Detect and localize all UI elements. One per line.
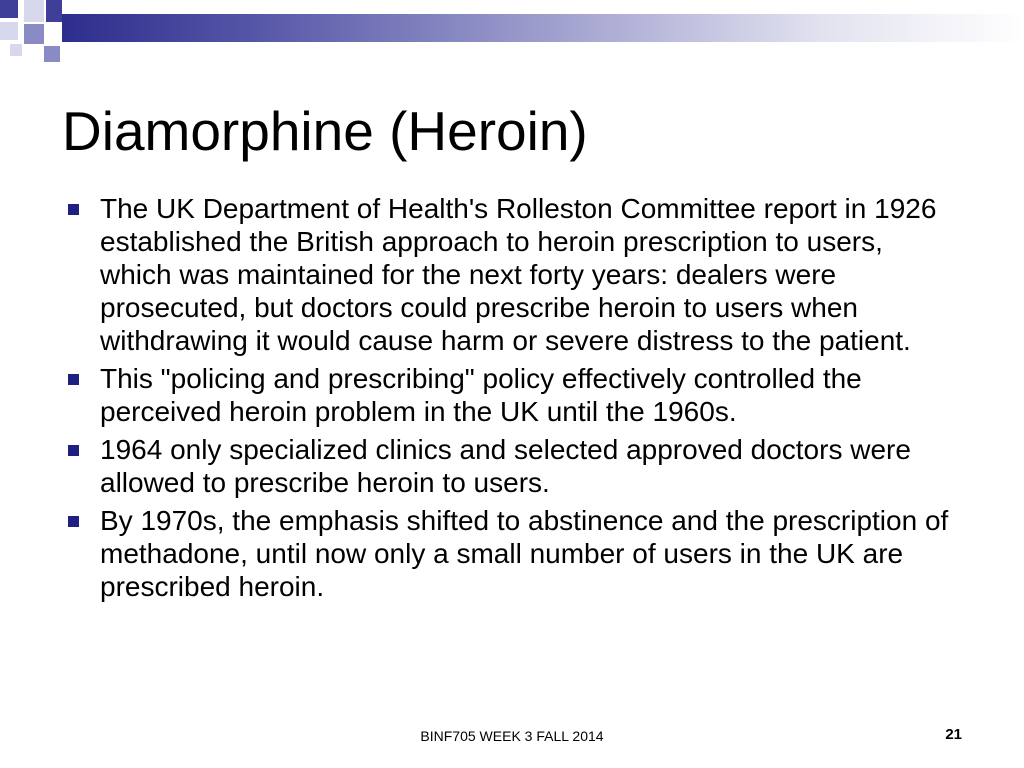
decorative-square	[24, 0, 44, 22]
square-bullet-icon	[68, 204, 79, 215]
bullet-text: 1964 only specialized clinics and selected approved doctors were allowed to prescribe heroin to users.	[100, 434, 911, 498]
bullet-text: This "policing and prescribing" policy effectively controlled the perceived heroin problem in the UK until the 1960s.	[100, 363, 862, 427]
square-bullet-icon	[68, 445, 79, 456]
decorative-square	[0, 22, 18, 40]
decorative-square	[0, 0, 18, 18]
decorative-square	[46, 0, 62, 22]
slide-footer: BINF705 WEEK 3 FALL 2014	[420, 728, 604, 744]
decorative-square	[44, 46, 60, 62]
list-item	[62, 192, 962, 357]
header-gradient-bar	[62, 14, 1024, 42]
list-item	[62, 433, 962, 499]
decorative-square	[10, 44, 22, 56]
bullet-text: The UK Department of Health's Rolleston Committee report in 1926 established the British approach to heroin prescription to users, which was maintained for the next forty years: dealers were prosecuted, but doctors could prescribe heroin to users when withdrawing it would cause harm or severe distress to the patient.	[100, 193, 937, 356]
decorative-square	[24, 24, 44, 44]
list-item	[62, 504, 962, 603]
square-bullet-icon	[68, 516, 79, 527]
bullet-list	[62, 192, 962, 608]
square-bullet-icon	[68, 374, 79, 385]
slide-title: Diamorphine (Heroin)	[62, 100, 588, 162]
bullet-text: By 1970s, the emphasis shifted to abstinence and the prescription of methadone, until now only a small number of users in the UK are prescribed heroin.	[100, 505, 949, 602]
page-number: 21	[945, 726, 962, 743]
list-item	[62, 362, 962, 428]
